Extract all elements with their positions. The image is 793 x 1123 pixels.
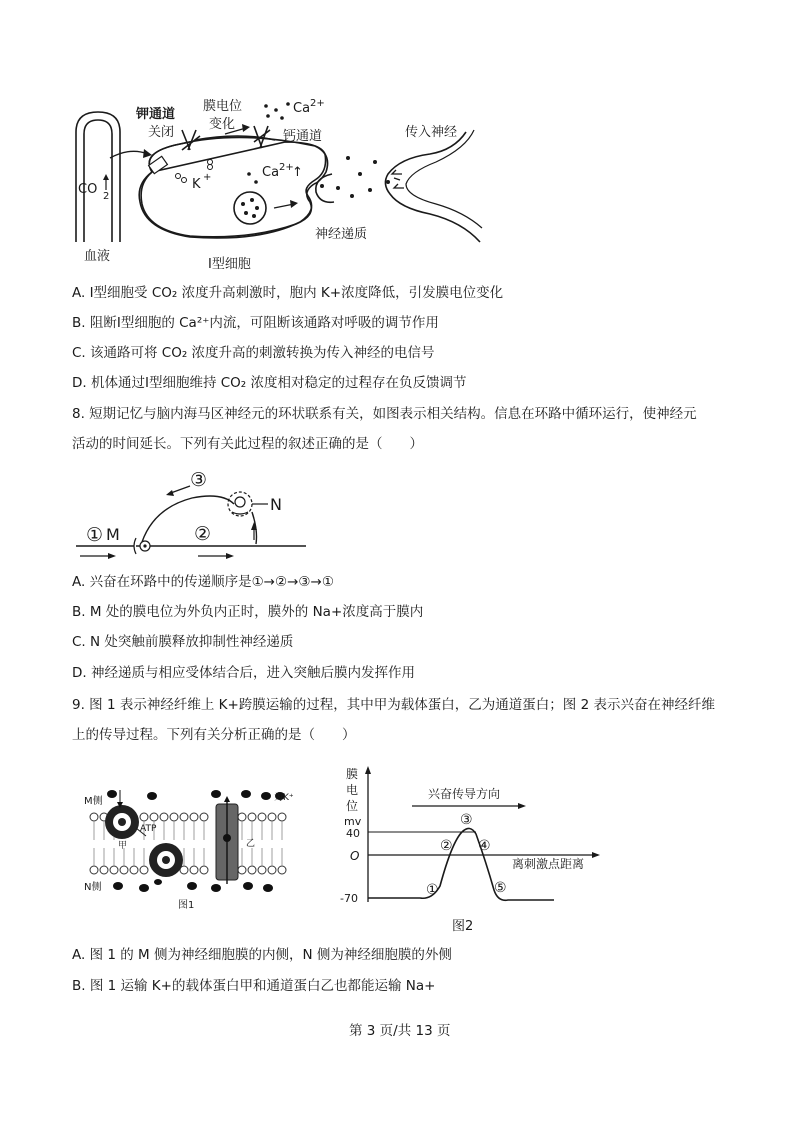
lipid-bilayer-bottom (90, 866, 286, 874)
y-tick-origin: O (350, 849, 360, 863)
y-label-1: 膜 (346, 767, 359, 781)
q7-option-b: B. 阻断Ⅰ型细胞的 Ca²⁺内流，可阻断该通路对呼吸的调节作用 (72, 315, 439, 331)
ca-channel-label: 钙通道 (283, 129, 323, 144)
y-tick-minus-70: -70 (340, 892, 358, 905)
point-1: ① (426, 882, 439, 898)
point-3: ③ (460, 812, 473, 828)
conduction-direction-label: 兴奋传导方向 (428, 787, 501, 801)
q9-option-b: B. 图 1 运输 K+的载体蛋白甲和通道蛋白乙也都能运输 Na+ (72, 978, 436, 994)
k-channel-label: 钾通道 (136, 107, 176, 122)
neurotransmitter-dots (320, 156, 390, 198)
change-label: 变化 (209, 117, 236, 132)
q8-option-b: B. M 处的膜电位为外负内正时，膜外的 Na+浓度高于膜内 (72, 604, 424, 620)
label-circle-3: ③ (190, 469, 208, 491)
loop-axon (142, 496, 234, 542)
ca-superscript: 2+ (310, 98, 325, 109)
y-tick-40: 40 (346, 827, 360, 840)
membrane-potential-label: 膜电位 (203, 99, 243, 114)
blood-label: 血液 (84, 249, 111, 264)
page-footer: 第 3 页/共 13 页 (349, 1023, 451, 1039)
ca-inside-label: Ca (262, 165, 280, 180)
q9-option-a: A. 图 1 的 M 侧为神经细胞膜的内侧，N 侧为神经细胞膜的外侧 (72, 947, 452, 963)
co2-label: CO (78, 182, 98, 197)
ca-inside-superscript: 2+ (279, 162, 294, 173)
q8-option-c: C. N 处突触前膜释放抑制性神经递质 (72, 634, 294, 650)
k-transport-membrane-figure (80, 782, 330, 912)
afferent-nerve-icon (385, 132, 480, 242)
q7-option-d: D. 机体通过Ⅰ型细胞维持 CO₂ 浓度相对稳定的过程存在负反馈调节 (72, 375, 467, 391)
k-ions (107, 790, 285, 892)
point-4: ④ (478, 838, 491, 854)
yi-label: 乙 (246, 839, 256, 849)
ca-increase-arrow: ↑ (292, 165, 303, 180)
q9-stem-line2: 上的传导过程。下列有关分析正确的是（ ） (72, 727, 356, 743)
n-side-label: N侧 (84, 882, 102, 893)
type1-cell-diagram (70, 92, 490, 272)
y-unit: mv (344, 815, 362, 828)
q7-option-a: A. Ⅰ型细胞受 CO₂ 浓度升高刺激时，胞内 K+浓度降低，引发膜电位变化 (72, 285, 504, 301)
q8-stem-line1: 8. 短期记忆与脑内海马区神经元的环状联系有关，如图表示相关结构。信息在环路中循环运行，使神经元 (72, 406, 697, 422)
k-ion-label: K (192, 177, 201, 192)
vesicle-icon (234, 192, 266, 224)
co2-flow-arrow (110, 151, 148, 158)
q8-option-d: D. 神经递质与相应受体结合后，进入突触后膜内发挥作用 (72, 665, 415, 681)
label-m: M (106, 525, 120, 544)
neural-loop-diagram (72, 464, 312, 564)
label-circle-1: ① (86, 524, 104, 546)
carrier-protein-jia-lower-icon (149, 843, 183, 877)
k-superscript: + (203, 172, 212, 183)
q7-option-c: C. 该通路可将 CO₂ 浓度升高的刺激转换为传入神经的电信号 (72, 345, 435, 361)
fig2-caption: 图2 (452, 919, 474, 934)
q9-stem-line1: 9. 图 1 表示神经纤维上 K+跨膜运输的过程，其中甲为载体蛋白，乙为通道蛋白；图 2 表示兴奋在神经纤维 (72, 697, 715, 713)
co2-subscript: 2 (103, 191, 110, 202)
afferent-nerve-label: 传入神经 (405, 125, 458, 140)
y-label-2: 电 (346, 783, 359, 797)
ca-ion-label: Ca (293, 101, 311, 116)
q8-option-a: A. 兴奋在环路中的传递顺序是①→②→③→① (72, 574, 334, 590)
label-n: N (270, 495, 282, 514)
blood-vessel (76, 112, 120, 242)
m-side-label: M侧 (84, 796, 103, 807)
carrier-protein-jia-icon (105, 805, 139, 839)
point-5: ⑤ (494, 880, 507, 896)
atp-label: ATP (140, 824, 157, 834)
q8-stem-line2: 活动的时间延长。下列有关此过程的叙述正确的是（ ） (72, 436, 423, 452)
k-legend-icon (261, 792, 271, 800)
neurotransmitter-label: 神经递质 (315, 227, 368, 242)
label-circle-2: ② (194, 523, 212, 545)
point-2: ② (440, 838, 453, 854)
y-label-3: 位 (346, 799, 359, 813)
ca-ions-outside (264, 102, 290, 120)
type1-cell-label: Ⅰ型细胞 (208, 257, 251, 272)
action-potential-graph (336, 762, 606, 938)
jia-label: 甲 (118, 841, 128, 851)
x-axis-label: 离刺激点距离 (512, 857, 585, 871)
k-legend-label: 为K⁺ (274, 793, 294, 803)
fig1-caption: 图1 (178, 900, 195, 911)
closed-label: 关闭 (148, 125, 175, 140)
